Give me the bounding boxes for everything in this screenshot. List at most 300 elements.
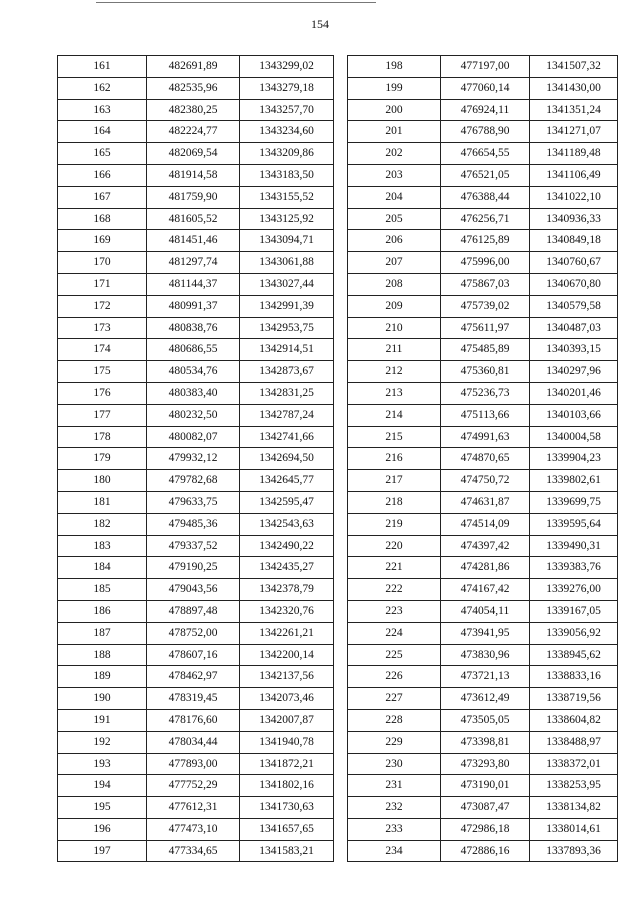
point-number-cell: 199 [348, 77, 441, 99]
point-number-cell: 194 [58, 775, 147, 797]
point-number-cell: 182 [58, 513, 147, 535]
table-row [58, 579, 334, 601]
x-coordinate-cell: 473398,81 [441, 731, 530, 753]
y-coordinate-cell: 1343094,71 [240, 230, 334, 252]
table-row [348, 448, 618, 470]
table-row [348, 143, 618, 165]
x-coordinate-cell: 480082,07 [147, 426, 240, 448]
table-row [58, 775, 334, 797]
y-coordinate-cell: 1340760,67 [530, 252, 618, 274]
x-coordinate-cell: 482535,96 [147, 77, 240, 99]
point-number-cell: 167 [58, 186, 147, 208]
x-coordinate-cell: 476521,05 [441, 164, 530, 186]
x-coordinate-cell: 479932,12 [147, 448, 240, 470]
table-row [348, 709, 618, 731]
top-rule-line [96, 2, 376, 3]
x-coordinate-cell: 482380,25 [147, 99, 240, 121]
point-number-cell: 173 [58, 317, 147, 339]
point-number-cell: 176 [58, 382, 147, 404]
point-number-cell: 209 [348, 295, 441, 317]
y-coordinate-cell: 1343234,60 [240, 121, 334, 143]
y-coordinate-cell: 1341940,78 [240, 731, 334, 753]
y-coordinate-cell: 1340004,58 [530, 426, 618, 448]
y-coordinate-cell: 1339167,05 [530, 600, 618, 622]
point-number-cell: 226 [348, 666, 441, 688]
point-number-cell: 206 [348, 230, 441, 252]
table-row [348, 426, 618, 448]
x-coordinate-cell: 479633,75 [147, 491, 240, 513]
x-coordinate-cell: 475867,03 [441, 273, 530, 295]
point-number-cell: 233 [348, 818, 441, 840]
y-coordinate-cell: 1342200,14 [240, 644, 334, 666]
y-coordinate-cell: 1343061,88 [240, 252, 334, 274]
y-coordinate-cell: 1342831,25 [240, 382, 334, 404]
x-coordinate-cell: 477197,00 [441, 56, 530, 78]
point-number-cell: 217 [348, 470, 441, 492]
y-coordinate-cell: 1340670,80 [530, 273, 618, 295]
x-coordinate-cell: 476125,89 [441, 230, 530, 252]
point-number-cell: 231 [348, 775, 441, 797]
x-coordinate-cell: 478034,44 [147, 731, 240, 753]
x-coordinate-cell: 474870,65 [441, 448, 530, 470]
point-number-cell: 193 [58, 753, 147, 775]
point-number-cell: 229 [348, 731, 441, 753]
y-coordinate-cell: 1340201,46 [530, 382, 618, 404]
x-coordinate-cell: 474397,42 [441, 535, 530, 557]
table-row [58, 382, 334, 404]
table-row [348, 121, 618, 143]
y-coordinate-cell: 1339904,23 [530, 448, 618, 470]
x-coordinate-cell: 476654,55 [441, 143, 530, 165]
point-number-cell: 184 [58, 557, 147, 579]
y-coordinate-cell: 1341802,16 [240, 775, 334, 797]
y-coordinate-cell: 1340487,03 [530, 317, 618, 339]
x-coordinate-cell: 477612,31 [147, 797, 240, 819]
point-number-cell: 218 [348, 491, 441, 513]
y-coordinate-cell: 1339699,75 [530, 491, 618, 513]
table-row [58, 143, 334, 165]
y-coordinate-cell: 1341872,21 [240, 753, 334, 775]
x-coordinate-cell: 475739,02 [441, 295, 530, 317]
y-coordinate-cell: 1342490,22 [240, 535, 334, 557]
y-coordinate-cell: 1338253,95 [530, 775, 618, 797]
point-number-cell: 210 [348, 317, 441, 339]
table-row [58, 666, 334, 688]
y-coordinate-cell: 1343257,70 [240, 99, 334, 121]
point-number-cell: 174 [58, 339, 147, 361]
table-row [58, 426, 334, 448]
point-number-cell: 171 [58, 273, 147, 295]
table-row [348, 208, 618, 230]
point-number-cell: 208 [348, 273, 441, 295]
table-row [348, 818, 618, 840]
y-coordinate-cell: 1339595,64 [530, 513, 618, 535]
point-number-cell: 230 [348, 753, 441, 775]
x-coordinate-cell: 476788,90 [441, 121, 530, 143]
point-number-cell: 225 [348, 644, 441, 666]
x-coordinate-cell: 476256,71 [441, 208, 530, 230]
x-coordinate-cell: 473293,80 [441, 753, 530, 775]
point-number-cell: 186 [58, 600, 147, 622]
point-number-cell: 221 [348, 557, 441, 579]
table-row [58, 513, 334, 535]
x-coordinate-cell: 481297,74 [147, 252, 240, 274]
x-coordinate-cell: 478319,45 [147, 688, 240, 710]
y-coordinate-cell: 1342914,51 [240, 339, 334, 361]
table-row [348, 688, 618, 710]
table-row [348, 666, 618, 688]
table-row [58, 797, 334, 819]
table-row [348, 557, 618, 579]
y-coordinate-cell: 1342595,47 [240, 491, 334, 513]
table-row [348, 404, 618, 426]
table-row [58, 77, 334, 99]
y-coordinate-cell: 1341430,00 [530, 77, 618, 99]
table-row [348, 470, 618, 492]
x-coordinate-cell: 481144,37 [147, 273, 240, 295]
point-number-cell: 163 [58, 99, 147, 121]
x-coordinate-cell: 480534,76 [147, 361, 240, 383]
point-number-cell: 205 [348, 208, 441, 230]
table-row [348, 535, 618, 557]
y-coordinate-cell: 1340393,15 [530, 339, 618, 361]
y-coordinate-cell: 1342435,27 [240, 557, 334, 579]
table-row [58, 99, 334, 121]
table-row [348, 77, 618, 99]
point-number-cell: 181 [58, 491, 147, 513]
point-number-cell: 207 [348, 252, 441, 274]
table-row [348, 186, 618, 208]
x-coordinate-cell: 477752,29 [147, 775, 240, 797]
y-coordinate-cell: 1339383,76 [530, 557, 618, 579]
y-coordinate-cell: 1342320,76 [240, 600, 334, 622]
table-row [58, 470, 334, 492]
table-row [348, 731, 618, 753]
table-row [58, 339, 334, 361]
point-number-cell: 227 [348, 688, 441, 710]
point-number-cell: 175 [58, 361, 147, 383]
table-row [58, 753, 334, 775]
y-coordinate-cell: 1338488,97 [530, 731, 618, 753]
point-number-cell: 224 [348, 622, 441, 644]
point-number-cell: 204 [348, 186, 441, 208]
table-row [348, 295, 618, 317]
x-coordinate-cell: 476388,44 [441, 186, 530, 208]
x-coordinate-cell: 477473,10 [147, 818, 240, 840]
y-coordinate-cell: 1343155,52 [240, 186, 334, 208]
point-number-cell: 215 [348, 426, 441, 448]
x-coordinate-cell: 473830,96 [441, 644, 530, 666]
point-number-cell: 169 [58, 230, 147, 252]
point-number-cell: 183 [58, 535, 147, 557]
point-number-cell: 166 [58, 164, 147, 186]
y-coordinate-cell: 1340297,96 [530, 361, 618, 383]
point-number-cell: 178 [58, 426, 147, 448]
x-coordinate-cell: 481759,90 [147, 186, 240, 208]
point-number-cell: 211 [348, 339, 441, 361]
x-coordinate-cell: 480838,76 [147, 317, 240, 339]
x-coordinate-cell: 478607,16 [147, 644, 240, 666]
x-coordinate-cell: 474167,42 [441, 579, 530, 601]
point-number-cell: 180 [58, 470, 147, 492]
table-row [58, 491, 334, 513]
y-coordinate-cell: 1343299,02 [240, 56, 334, 78]
table-row [58, 273, 334, 295]
point-number-cell: 172 [58, 295, 147, 317]
y-coordinate-cell: 1341730,63 [240, 797, 334, 819]
x-coordinate-cell: 474750,72 [441, 470, 530, 492]
y-coordinate-cell: 1341657,65 [240, 818, 334, 840]
point-number-cell: 161 [58, 56, 147, 78]
y-coordinate-cell: 1341583,21 [240, 840, 334, 862]
point-number-cell: 201 [348, 121, 441, 143]
point-number-cell: 223 [348, 600, 441, 622]
y-coordinate-cell: 1338719,56 [530, 688, 618, 710]
x-coordinate-cell: 475996,00 [441, 252, 530, 274]
table-row [58, 622, 334, 644]
y-coordinate-cell: 1340849,18 [530, 230, 618, 252]
x-coordinate-cell: 481451,46 [147, 230, 240, 252]
y-coordinate-cell: 1338604,82 [530, 709, 618, 731]
table-row [348, 317, 618, 339]
y-coordinate-cell: 1341106,49 [530, 164, 618, 186]
table-row [58, 644, 334, 666]
x-coordinate-cell: 473612,49 [441, 688, 530, 710]
x-coordinate-cell: 473941,95 [441, 622, 530, 644]
table-row [348, 513, 618, 535]
x-coordinate-cell: 479190,25 [147, 557, 240, 579]
x-coordinate-cell: 477060,14 [441, 77, 530, 99]
x-coordinate-cell: 482069,54 [147, 143, 240, 165]
x-coordinate-cell: 475113,66 [441, 404, 530, 426]
table-row [58, 840, 334, 862]
point-number-cell: 212 [348, 361, 441, 383]
x-coordinate-cell: 474991,63 [441, 426, 530, 448]
point-number-cell: 189 [58, 666, 147, 688]
point-number-cell: 197 [58, 840, 147, 862]
x-coordinate-cell: 473505,05 [441, 709, 530, 731]
x-coordinate-cell: 478752,00 [147, 622, 240, 644]
point-number-cell: 220 [348, 535, 441, 557]
point-number-cell: 179 [58, 448, 147, 470]
x-coordinate-cell: 481914,58 [147, 164, 240, 186]
y-coordinate-cell: 1342378,79 [240, 579, 334, 601]
table-row [348, 382, 618, 404]
table-row [58, 448, 334, 470]
table-row [58, 688, 334, 710]
y-coordinate-cell: 1340579,58 [530, 295, 618, 317]
table-row [348, 339, 618, 361]
table-row [58, 186, 334, 208]
point-number-cell: 203 [348, 164, 441, 186]
x-coordinate-cell: 472986,18 [441, 818, 530, 840]
y-coordinate-cell: 1342261,21 [240, 622, 334, 644]
y-coordinate-cell: 1338014,61 [530, 818, 618, 840]
point-number-cell: 202 [348, 143, 441, 165]
table-row [58, 731, 334, 753]
x-coordinate-cell: 479782,68 [147, 470, 240, 492]
coordinates-table-left [57, 55, 334, 862]
table-row [58, 230, 334, 252]
x-coordinate-cell: 480383,40 [147, 382, 240, 404]
point-number-cell: 195 [58, 797, 147, 819]
point-number-cell: 185 [58, 579, 147, 601]
y-coordinate-cell: 1337893,36 [530, 840, 618, 862]
table-row [58, 709, 334, 731]
point-number-cell: 200 [348, 99, 441, 121]
x-coordinate-cell: 475236,73 [441, 382, 530, 404]
table-row [58, 557, 334, 579]
y-coordinate-cell: 1341351,24 [530, 99, 618, 121]
y-coordinate-cell: 1340936,33 [530, 208, 618, 230]
x-coordinate-cell: 479485,36 [147, 513, 240, 535]
x-coordinate-cell: 477334,65 [147, 840, 240, 862]
point-number-cell: 198 [348, 56, 441, 78]
point-number-cell: 188 [58, 644, 147, 666]
table-row [58, 600, 334, 622]
point-number-cell: 187 [58, 622, 147, 644]
coordinates-table-right [347, 55, 618, 862]
y-coordinate-cell: 1341022,10 [530, 186, 618, 208]
point-number-cell: 191 [58, 709, 147, 731]
table-row [348, 252, 618, 274]
table-row [348, 753, 618, 775]
y-coordinate-cell: 1342073,46 [240, 688, 334, 710]
table-row [348, 840, 618, 862]
point-number-cell: 214 [348, 404, 441, 426]
y-coordinate-cell: 1339802,61 [530, 470, 618, 492]
table-row [58, 818, 334, 840]
y-coordinate-cell: 1343183,50 [240, 164, 334, 186]
y-coordinate-cell: 1339490,31 [530, 535, 618, 557]
x-coordinate-cell: 480232,50 [147, 404, 240, 426]
table-row [348, 164, 618, 186]
y-coordinate-cell: 1343209,86 [240, 143, 334, 165]
y-coordinate-cell: 1341189,48 [530, 143, 618, 165]
x-coordinate-cell: 478897,48 [147, 600, 240, 622]
y-coordinate-cell: 1342007,87 [240, 709, 334, 731]
y-coordinate-cell: 1343027,44 [240, 273, 334, 295]
y-coordinate-cell: 1339056,92 [530, 622, 618, 644]
point-number-cell: 216 [348, 448, 441, 470]
point-number-cell: 192 [58, 731, 147, 753]
point-number-cell: 164 [58, 121, 147, 143]
x-coordinate-cell: 479337,52 [147, 535, 240, 557]
x-coordinate-cell: 474631,87 [441, 491, 530, 513]
y-coordinate-cell: 1342787,24 [240, 404, 334, 426]
y-coordinate-cell: 1339276,00 [530, 579, 618, 601]
table-row [58, 164, 334, 186]
point-number-cell: 162 [58, 77, 147, 99]
table-row [348, 644, 618, 666]
y-coordinate-cell: 1340103,66 [530, 404, 618, 426]
y-coordinate-cell: 1342543,63 [240, 513, 334, 535]
point-number-cell: 232 [348, 797, 441, 819]
x-coordinate-cell: 474514,09 [441, 513, 530, 535]
x-coordinate-cell: 474281,86 [441, 557, 530, 579]
x-coordinate-cell: 475360,81 [441, 361, 530, 383]
point-number-cell: 222 [348, 579, 441, 601]
table-row [348, 491, 618, 513]
x-coordinate-cell: 477893,00 [147, 753, 240, 775]
x-coordinate-cell: 480991,37 [147, 295, 240, 317]
x-coordinate-cell: 473190,01 [441, 775, 530, 797]
y-coordinate-cell: 1343125,92 [240, 208, 334, 230]
coordinates-table-left-body [58, 56, 334, 862]
x-coordinate-cell: 476924,11 [441, 99, 530, 121]
page-number: 154 [311, 17, 329, 31]
y-coordinate-cell: 1343279,18 [240, 77, 334, 99]
table-row [58, 535, 334, 557]
x-coordinate-cell: 475611,97 [441, 317, 530, 339]
point-number-cell: 213 [348, 382, 441, 404]
point-number-cell: 196 [58, 818, 147, 840]
table-row [348, 775, 618, 797]
point-number-cell: 170 [58, 252, 147, 274]
point-number-cell: 228 [348, 709, 441, 731]
table-row [58, 208, 334, 230]
point-number-cell: 234 [348, 840, 441, 862]
table-row [348, 273, 618, 295]
y-coordinate-cell: 1342873,67 [240, 361, 334, 383]
point-number-cell: 219 [348, 513, 441, 535]
table-row [58, 404, 334, 426]
x-coordinate-cell: 482691,89 [147, 56, 240, 78]
y-coordinate-cell: 1338833,16 [530, 666, 618, 688]
point-number-cell: 190 [58, 688, 147, 710]
table-row [348, 361, 618, 383]
table-row [348, 600, 618, 622]
x-coordinate-cell: 481605,52 [147, 208, 240, 230]
y-coordinate-cell: 1342953,75 [240, 317, 334, 339]
table-row [58, 121, 334, 143]
table-row [58, 56, 334, 78]
y-coordinate-cell: 1338372,01 [530, 753, 618, 775]
table-row [348, 797, 618, 819]
y-coordinate-cell: 1342137,56 [240, 666, 334, 688]
table-row [348, 56, 618, 78]
point-number-cell: 177 [58, 404, 147, 426]
x-coordinate-cell: 473721,13 [441, 666, 530, 688]
x-coordinate-cell: 480686,55 [147, 339, 240, 361]
y-coordinate-cell: 1342645,77 [240, 470, 334, 492]
x-coordinate-cell: 479043,56 [147, 579, 240, 601]
x-coordinate-cell: 482224,77 [147, 121, 240, 143]
table-row [348, 99, 618, 121]
y-coordinate-cell: 1341271,07 [530, 121, 618, 143]
table-row [58, 361, 334, 383]
table-row [348, 230, 618, 252]
table-row [348, 579, 618, 601]
x-coordinate-cell: 475485,89 [441, 339, 530, 361]
table-row [348, 622, 618, 644]
y-coordinate-cell: 1338945,62 [530, 644, 618, 666]
y-coordinate-cell: 1342741,66 [240, 426, 334, 448]
point-number-cell: 165 [58, 143, 147, 165]
x-coordinate-cell: 473087,47 [441, 797, 530, 819]
coordinates-table-right-body [348, 56, 618, 862]
y-coordinate-cell: 1342694,50 [240, 448, 334, 470]
table-row [58, 295, 334, 317]
table-row [58, 252, 334, 274]
y-coordinate-cell: 1341507,32 [530, 56, 618, 78]
x-coordinate-cell: 478462,97 [147, 666, 240, 688]
x-coordinate-cell: 478176,60 [147, 709, 240, 731]
x-coordinate-cell: 474054,11 [441, 600, 530, 622]
point-number-cell: 168 [58, 208, 147, 230]
x-coordinate-cell: 472886,16 [441, 840, 530, 862]
y-coordinate-cell: 1338134,82 [530, 797, 618, 819]
